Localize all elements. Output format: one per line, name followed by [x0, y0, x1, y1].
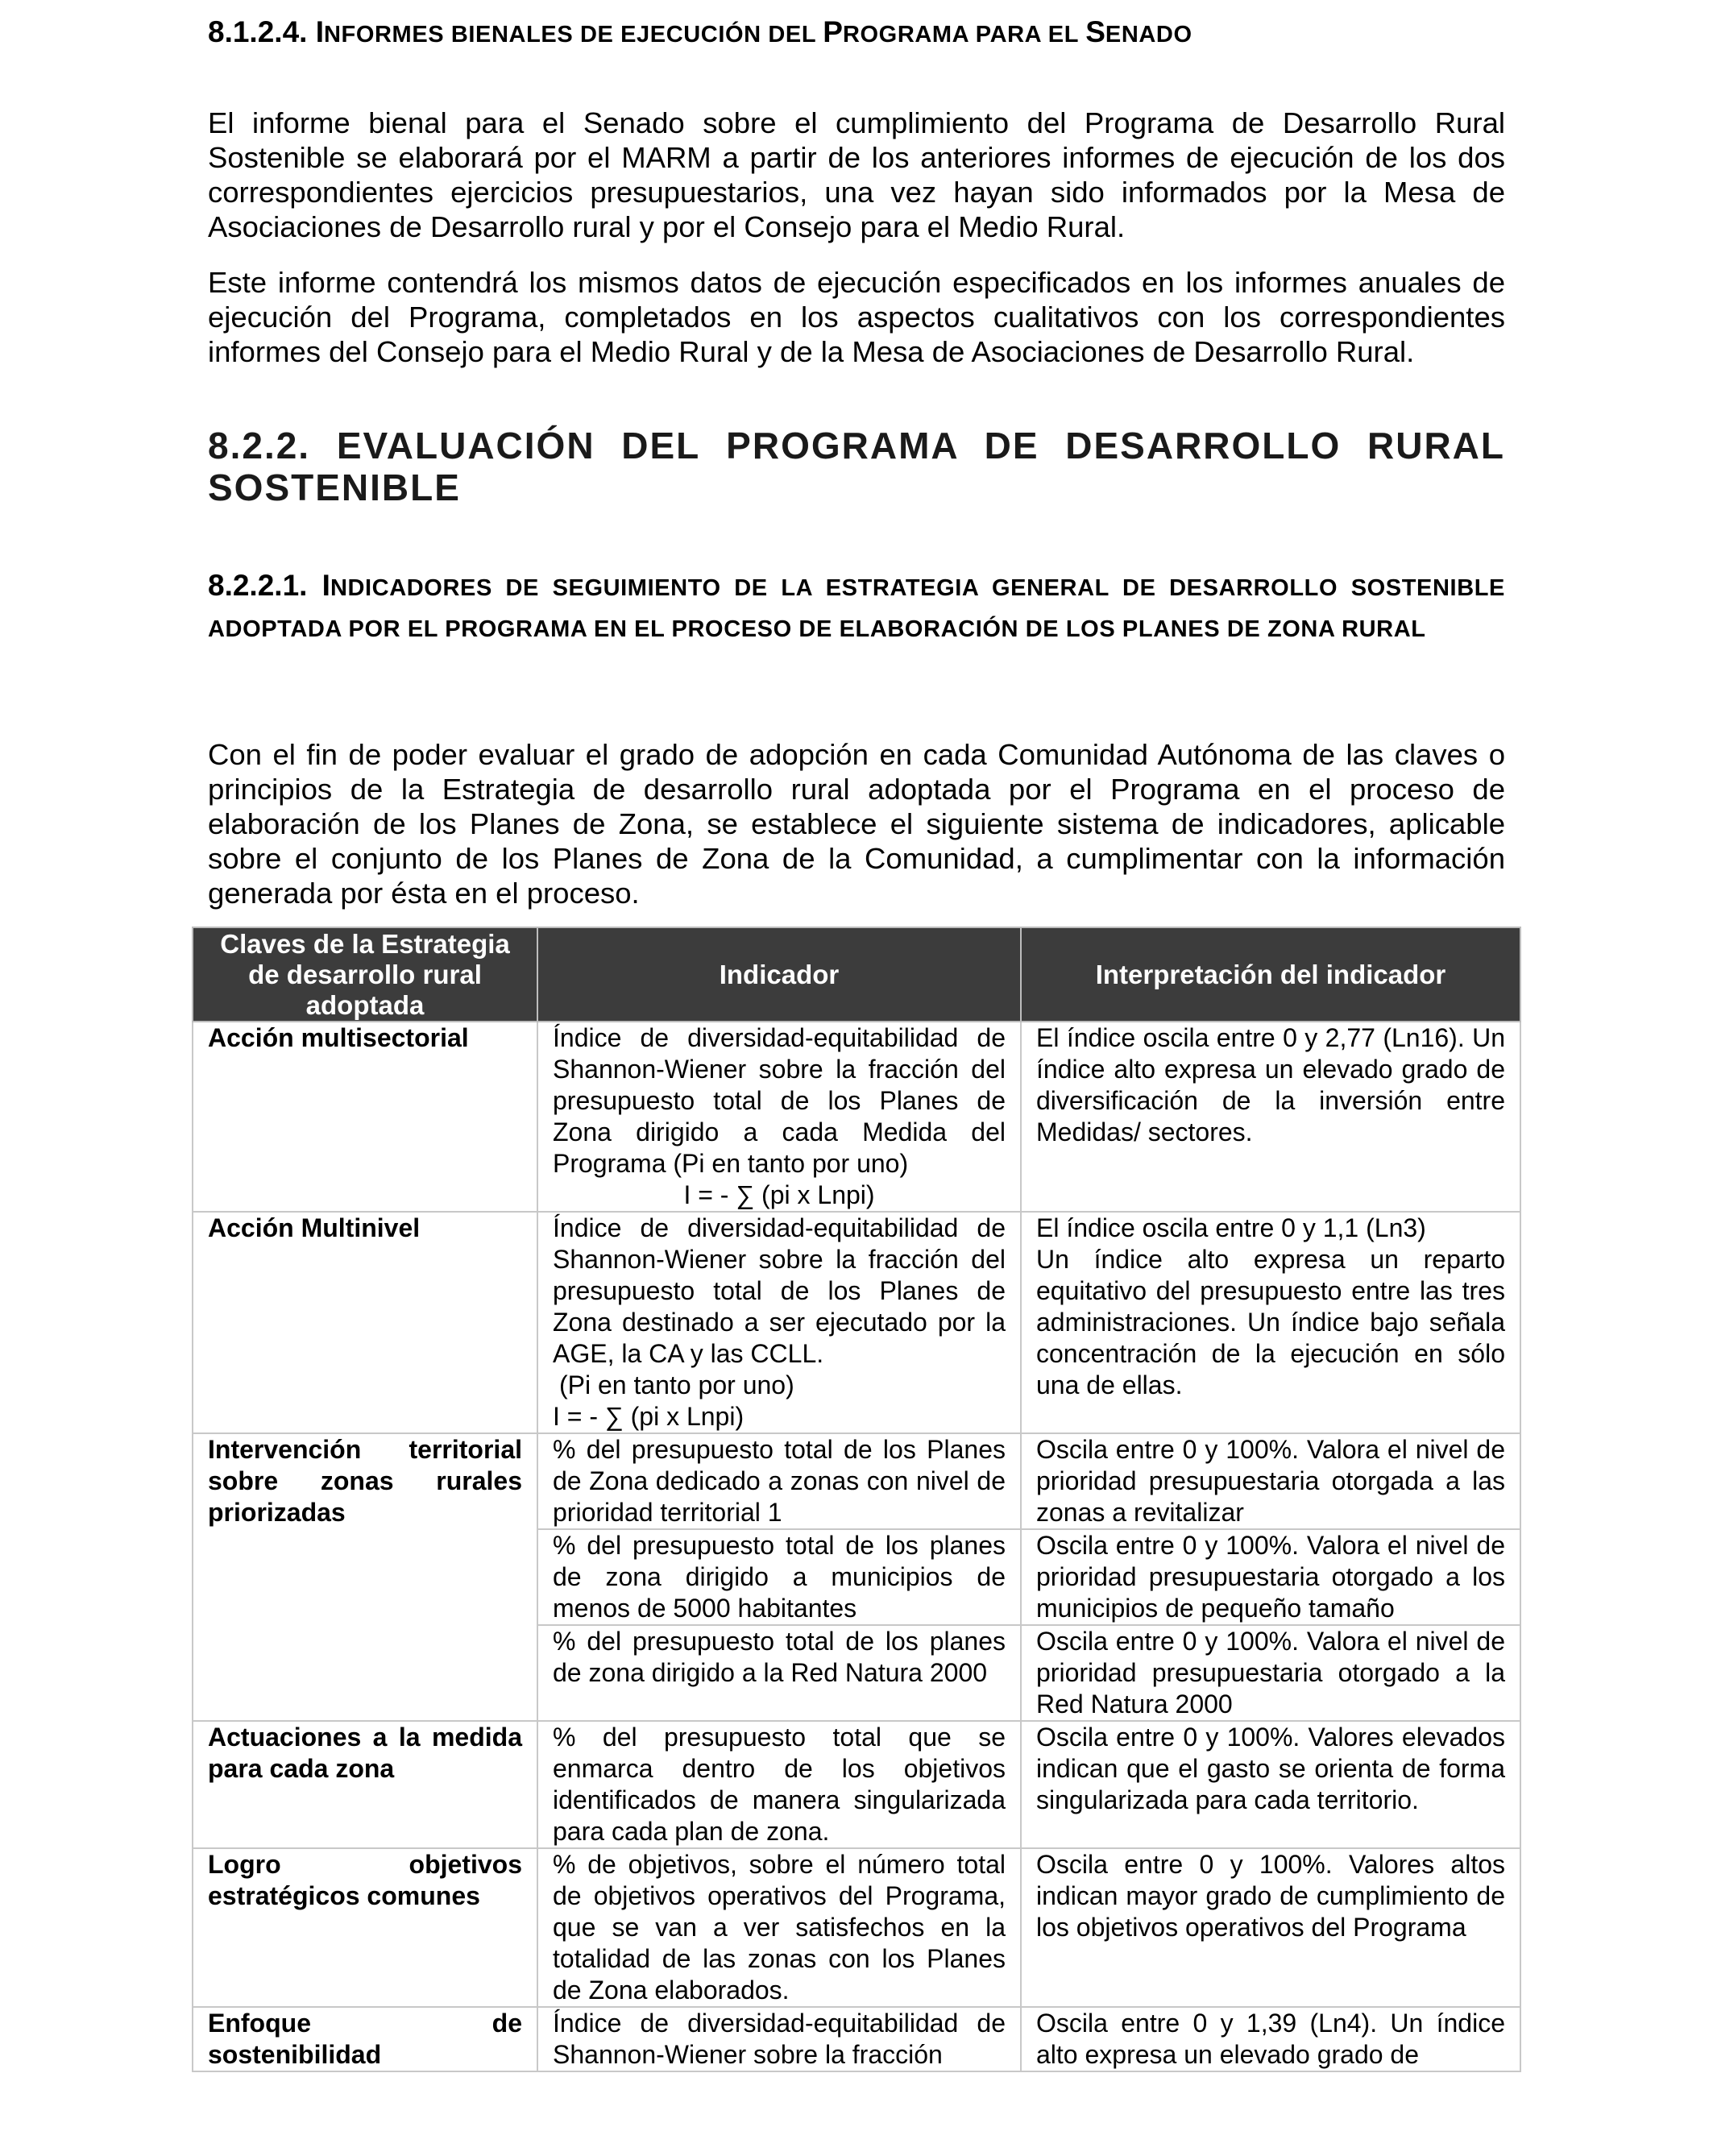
row-interpretation: Oscila entre 0 y 100%. Valores elevados indican que el gasto se orienta de forma singularizada para cada territorio. — [1021, 1721, 1520, 1848]
row-interpretation: Oscila entre 0 y 100%. Valora el nivel de prioridad presupuestaria otorgado a la Red Natura 2000 — [1021, 1625, 1520, 1721]
row-indicator: Índice de diversidad-equitabilidad de Shannon-Wiener sobre la fracción del presupuesto total de los Planes de Zona destinado a ser ejecutado por la AGE, la CA y las CCLL. (Pi en tanto por uno) I = - ∑ (pi x Lnpi) — [537, 1212, 1021, 1433]
row-interpretation: El índice oscila entre 0 y 2,77 (Ln16). Un índice alto expresa un elevado grado de diversificación de la inversión entre Medidas/ sectores. — [1021, 1022, 1520, 1212]
paragraph-sistema-indicadores: Con el fin de poder evaluar el grado de adopción en cada Comunidad Autónoma de las claves o principios de la Estrategia de desarrollo rural adoptada por el Programa en el proceso de elaboración de los Planes de Zona, se establece el siguiente sistema de indicadores, aplicable sobre el conjunto de los Planes de Zona de la Comunidad, a cumplimentar con la información generada por ésta en el proceso. — [208, 738, 1505, 910]
heading-8221: 8.2.2.1. INDICADORES DE SEGUIMIENTO DE LA ESTRATEGIA GENERAL DE DESARROLLO SOSTENIBLE ADOPTADA POR EL PROGRAMA EN EL PROCESO DE ELABORACIÓN DE LOS PLANES DE ZONA RURAL — [208, 569, 1505, 642]
table-row — [193, 1212, 1520, 1433]
table-header-row — [193, 927, 1520, 1022]
paragraph-informe-bienal: El informe bienal para el Senado sobre el cumplimiento del Programa de Desarrollo Rural Sostenible se elaborará por el MARM a partir de los anteriores informes de ejecución de los dos correspondientes ejercicios presupuestarios, una vez hayan sido informados por la Mesa de Asociaciones de Desarrollo rural y por el Consejo para el Medio Rural. — [208, 106, 1505, 243]
heading-822: 8.2.2. EVALUACIÓN DEL PROGRAMA DE DESARROLLO RURAL SOSTENIBLE — [208, 425, 1505, 508]
paragraph-contenido-informe: Este informe contendrá los mismos datos de ejecución especificados en los informes anuales de ejecución del Programa, completados en los aspectos cualitativos con los correspondientes informes del Consejo para el Medio Rural y de la Mesa de Asociaciones de Desarrollo Rural. — [208, 266, 1505, 368]
header-claves: Claves de la Estrategia de desarrollo rural adoptada — [193, 927, 537, 1022]
formula: I = - ∑ (pi x Lnpi) — [553, 1402, 745, 1431]
formula: I = - ∑ (pi x Lnpi) — [683, 1180, 875, 1209]
table-row — [193, 2007, 1520, 2071]
row-indicator: % del presupuesto total de los Planes de Zona dedicado a zonas con nivel de prioridad territorial 1 — [537, 1433, 1021, 1529]
row-key: Intervención territorial sobre zonas rurales priorizadas — [193, 1433, 537, 1721]
table-row — [193, 1848, 1520, 2007]
row-interpretation: Oscila entre 0 y 100%. Valora el nivel de prioridad presupuestaria otorgado a los municipios de pequeño tamaño — [1021, 1529, 1520, 1625]
row-key: Acción Multinivel — [193, 1212, 537, 1433]
row-indicator: Índice de diversidad-equitabilidad de Shannon-Wiener sobre la fracción del presupuesto total de los Planes de Zona dirigido a cada Medida del Programa (Pi en tanto por uno) I = - ∑ (pi x Lnpi) — [537, 1022, 1021, 1212]
row-key: Actuaciones a la medida para cada zona — [193, 1721, 537, 1848]
row-indicator: Índice de diversidad-equitabilidad de Shannon-Wiener sobre la fracción — [537, 2007, 1021, 2071]
row-interpretation: El índice oscila entre 0 y 1,1 (Ln3) Un índice alto expresa un reparto equitativo del presupuesto entre las tres administraciones. Un índice bajo señala concentración de la ejecución en sólo una de ellas. — [1021, 1212, 1520, 1433]
table-row — [193, 1433, 1520, 1529]
row-key: Acción multisectorial — [193, 1022, 537, 1212]
indicators-table — [192, 927, 1521, 2072]
row-interpretation: Oscila entre 0 y 100%. Valora el nivel de prioridad presupuestaria otorgada a las zonas a revitalizar — [1021, 1433, 1520, 1529]
row-key: Enfoque de sostenibilidad — [193, 2007, 537, 2071]
table-row — [193, 1022, 1520, 1212]
heading-8124: 8.1.2.4. INFORMES BIENALES DE EJECUCIÓN DEL PROGRAMA PARA EL SENADO — [208, 15, 1192, 48]
row-interpretation: Oscila entre 0 y 1,39 (Ln4). Un índice alto expresa un elevado grado de — [1021, 2007, 1520, 2071]
row-interpretation: Oscila entre 0 y 100%. Valores altos indican mayor grado de cumplimiento de los objetivos operativos del Programa — [1021, 1848, 1520, 2007]
header-interpretacion: Interpretación del indicador — [1021, 927, 1520, 1022]
heading-8124-number: 8.1.2.4. — [208, 15, 308, 48]
header-indicador: Indicador — [537, 927, 1021, 1022]
table-row — [193, 1721, 1520, 1848]
row-key: Logro objetivos estratégicos comunes — [193, 1848, 537, 2007]
row-indicator: % del presupuesto total de los planes de zona dirigido a la Red Natura 2000 — [537, 1625, 1021, 1721]
row-indicator: % del presupuesto total de los planes de zona dirigido a municipios de menos de 5000 habitantes — [537, 1529, 1021, 1625]
row-indicator: % de objetivos, sobre el número total de objetivos operativos del Programa, que se van a ver satisfechos en la totalidad de las zonas con los Planes de Zona elaborados. — [537, 1848, 1021, 2007]
row-indicator: % del presupuesto total que se enmarca dentro de los objetivos identificados de manera singularizada para cada plan de zona. — [537, 1721, 1021, 1848]
